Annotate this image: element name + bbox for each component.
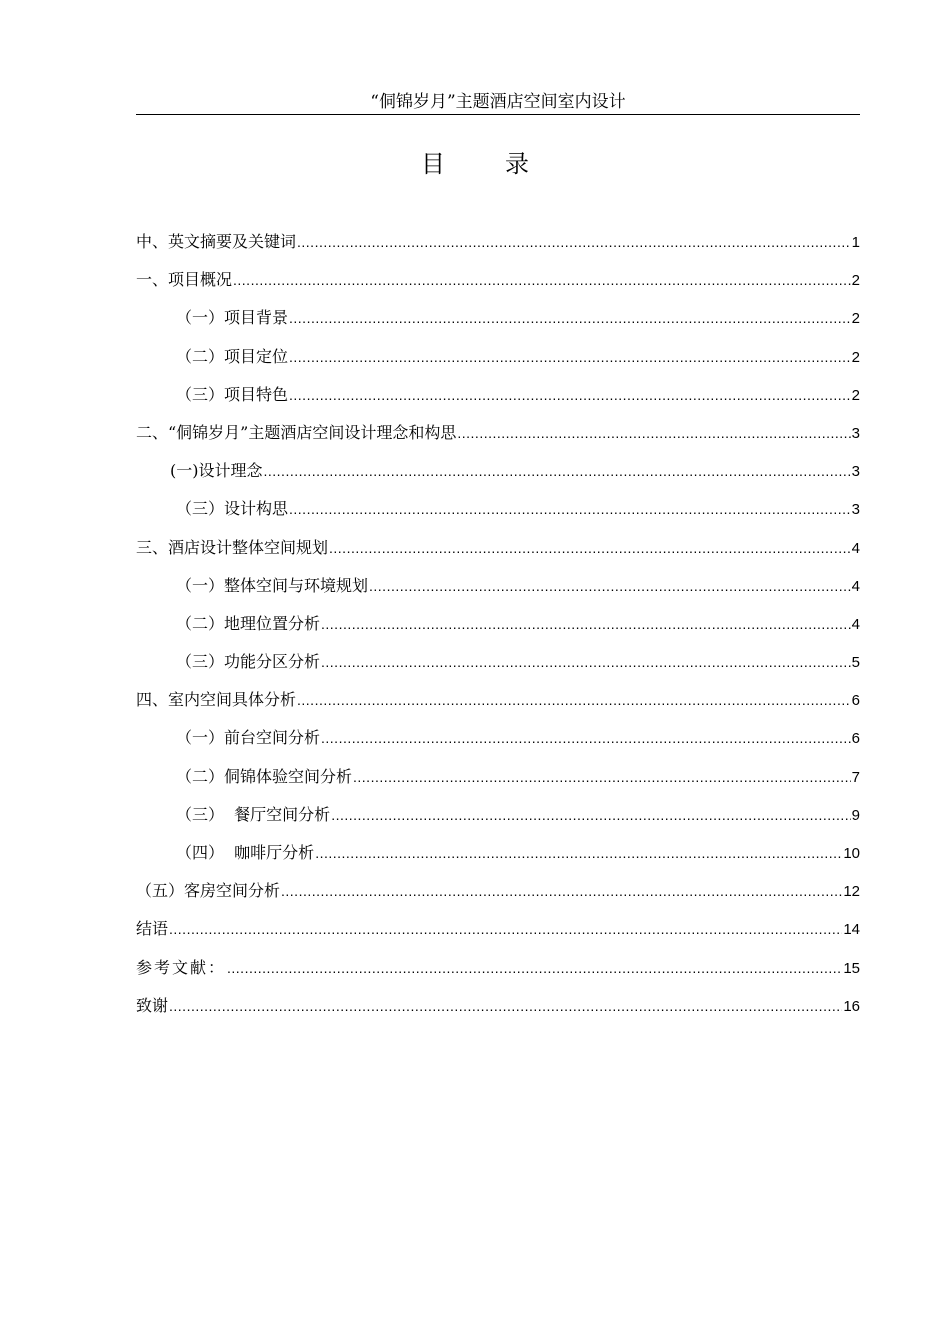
toc-entry-label: 参考文献： [136, 957, 227, 977]
toc-entry-label: 一、项目概况 [136, 270, 233, 290]
toc-page-number: 4 [851, 577, 860, 595]
toc-entry-design-concept[interactable] [136, 457, 860, 495]
toc-page-number: 5 [851, 654, 860, 672]
toc-entry-label: （一）前台空间分析 [176, 728, 321, 748]
toc-entry-reception-analysis[interactable] [136, 724, 860, 762]
toc-entry-restaurant-analysis[interactable] [136, 801, 860, 839]
toc-leader-dots [297, 228, 851, 256]
toc-entry-label: （四） 咖啡厅分析 [176, 843, 315, 862]
toc-leader-dots [297, 686, 851, 714]
toc-entry-location-analysis[interactable] [136, 610, 860, 648]
toc-leader-dots [321, 648, 851, 676]
toc-page-number: 16 [843, 997, 860, 1015]
toc-leader-dots [169, 992, 842, 1020]
toc-entry-conclusion[interactable] [136, 915, 860, 953]
toc-entry-function-zoning[interactable] [136, 648, 860, 686]
toc-entry-brocade-experience[interactable] [136, 763, 860, 801]
toc-leader-dots [321, 724, 851, 752]
toc-leader-dots [289, 304, 851, 332]
toc-entry-label: 三、酒店设计整体空间规划 [136, 537, 329, 557]
toc-page-number: 12 [843, 883, 860, 901]
toc-page-number: 2 [851, 272, 860, 290]
title-char-1: 目 [421, 150, 445, 178]
toc-entry-label: （三）项目特色 [176, 384, 289, 404]
title-char-2: 录 [505, 150, 529, 178]
toc-entry-label: (一)设计理念 [170, 461, 263, 481]
toc-page-number: 2 [851, 310, 860, 328]
toc-leader-dots [289, 381, 851, 409]
toc-page-number: 15 [843, 959, 860, 977]
page-header [136, 90, 860, 115]
toc-entry-design-idea[interactable] [136, 495, 860, 533]
toc-entry-label: （二）侗锦体验空间分析 [176, 766, 353, 786]
toc-page-number: 7 [851, 768, 860, 786]
page-title [0, 146, 950, 182]
toc-entry-design-concept-section[interactable] [136, 419, 860, 457]
toc-entry-label: （三）功能分区分析 [176, 652, 321, 672]
toc-entry-acknowledgements[interactable] [136, 992, 860, 1030]
toc-entry-label: （一）整体空间与环境规划 [176, 575, 369, 595]
toc-entry-label: （一）项目背景 [176, 308, 289, 328]
toc-entry-label: 结语 [136, 919, 169, 939]
toc-page-number: 14 [843, 921, 860, 939]
toc-page-number: 4 [851, 539, 860, 557]
toc-leader-dots [233, 266, 851, 294]
toc-page-number: 9 [851, 806, 860, 824]
toc-entry-interior-analysis[interactable] [136, 686, 860, 724]
toc-entry-label: 中、英文摘要及关键词 [136, 232, 297, 251]
toc-page-number: 2 [851, 348, 860, 366]
toc-leader-dots [227, 954, 842, 982]
toc-entry-project-background[interactable] [136, 304, 860, 342]
toc-entry-guestroom-analysis[interactable] [136, 877, 860, 915]
toc-entry-label: （二）地理位置分析 [176, 613, 321, 633]
toc-entry-abstract[interactable] [136, 228, 860, 266]
toc-entry-label: 二、“侗锦岁月”主题酒店空间设计理念和构思 [136, 422, 457, 442]
toc-page-number: 3 [851, 424, 860, 442]
toc-page-number: 6 [851, 692, 860, 710]
toc-leader-dots [369, 572, 851, 600]
toc-entry-label: （五）客房空间分析 [136, 881, 281, 901]
header-title: “侗锦岁月”主题酒店空间室内设计 [370, 92, 626, 112]
toc-entry-label: 致谢 [136, 995, 169, 1015]
toc-leader-dots [457, 419, 850, 447]
toc-entry-label: （三）设计构思 [176, 499, 289, 519]
toc-leader-dots [169, 915, 842, 943]
toc-leader-dots [281, 877, 842, 905]
toc-entry-project-overview[interactable] [136, 266, 860, 304]
toc-page-number: 1 [851, 234, 860, 251]
table-of-contents [136, 228, 860, 1030]
toc-leader-dots [353, 763, 851, 791]
toc-page-number: 4 [851, 615, 860, 633]
toc-page-number: 2 [851, 386, 860, 404]
toc-leader-dots [289, 343, 851, 371]
toc-entry-label: 四、室内空间具体分析 [136, 690, 297, 710]
toc-leader-dots [321, 610, 851, 638]
toc-entry-references[interactable] [136, 954, 860, 992]
toc-leader-dots [289, 495, 851, 523]
toc-entry-label: （二）项目定位 [176, 346, 289, 366]
toc-entry-label: （三） 餐厅空间分析 [176, 804, 331, 824]
toc-entry-project-positioning[interactable] [136, 343, 860, 381]
toc-page-number: 10 [843, 845, 860, 862]
toc-entry-space-planning[interactable] [136, 534, 860, 572]
toc-leader-dots [331, 801, 850, 829]
toc-entry-project-features[interactable] [136, 381, 860, 419]
toc-page-number: 6 [851, 730, 860, 748]
toc-leader-dots [329, 534, 851, 562]
toc-leader-dots [264, 457, 851, 485]
toc-page-number: 3 [851, 501, 860, 519]
toc-entry-environment-planning[interactable] [136, 572, 860, 610]
toc-entry-cafe-analysis[interactable] [136, 839, 860, 877]
toc-leader-dots [315, 839, 842, 867]
toc-page-number: 3 [851, 463, 860, 481]
